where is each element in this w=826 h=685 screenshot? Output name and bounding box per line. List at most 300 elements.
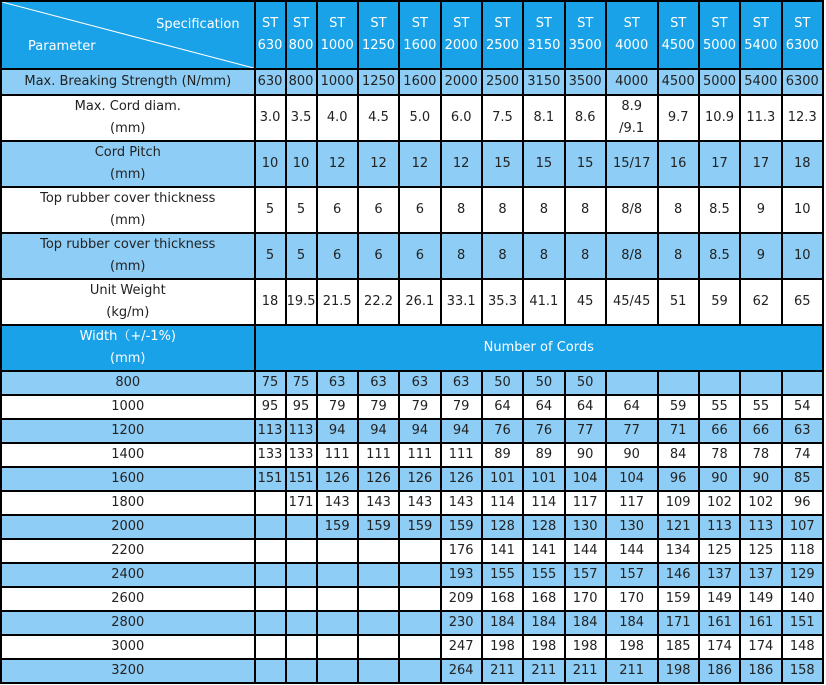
cord-count-cell [607,540,657,562]
param-value-cell-text: 1600 [403,74,437,89]
width-cell [2,564,254,586]
cord-count-cell [400,492,439,514]
cord-count-cell-text: 211 [531,663,557,678]
cord-count-cell [607,492,657,514]
param-value-cell [318,188,357,232]
param-label-cell [2,234,254,278]
cord-count-cell [359,612,398,634]
spec-header-cell [359,2,398,68]
param-value-cell-text: 15 [494,156,511,171]
width-row [2,540,822,562]
spec-header-cell [700,2,739,68]
param-value-cell [741,280,780,324]
cord-count-cell [256,420,285,442]
cord-count-cell-text: 143 [448,495,474,510]
cord-count-cell [318,516,357,538]
spec-header-cell-text: 4000 [615,38,649,53]
spec-header-cell-text: 2500 [485,38,520,53]
cord-count-cell [566,588,605,610]
diagonal-divider [2,2,254,68]
cord-count-cell-text: 101 [531,471,557,486]
number-of-cords-header-text: Number of Cords [483,340,594,355]
cord-count-cell-text: 159 [665,591,691,606]
cord-count-cell-text: 130 [572,519,598,534]
cord-count-cell [700,468,739,490]
param-value-cell [318,70,357,94]
cord-count-cell [607,636,657,658]
cord-count-cell [566,564,605,586]
param-label-cell-text: Max. Breaking Strength (N/mm) [24,74,232,89]
param-value-cell-text: 12 [370,156,387,171]
param-value-cell [659,234,698,278]
param-value-cell [524,96,563,140]
cord-count-cell-text: 126 [366,471,391,486]
cord-count-cell [318,396,357,418]
cord-count-cell-text: 125 [707,543,732,558]
param-value-cell [287,234,316,278]
cord-count-cell [700,564,739,586]
cord-count-cell [700,612,739,634]
width-cell-text: 1600 [111,471,145,486]
cord-count-cell-text: 113 [257,423,283,438]
cord-count-cell [783,540,823,562]
cord-count-cell-text: 76 [535,423,553,438]
cord-count-cell [741,396,780,418]
cord-count-cell [524,660,563,682]
param-row [2,96,822,140]
width-cell-text: 1200 [111,423,145,438]
param-value-cell-text: 51 [669,294,687,309]
cord-count-cell-text: 198 [665,663,691,678]
cord-count-cell-text: 193 [448,567,474,582]
cord-count-cell [400,588,439,610]
param-value-cell-text: 1250 [361,74,396,89]
cord-count-cell [659,396,698,418]
param-value-cell [318,96,357,140]
width-cell-text: 2800 [111,615,145,630]
cord-count-cell [256,588,285,610]
cord-count-cell [607,468,657,490]
param-value-cell-text: 16 [669,156,687,171]
param-value-cell-text: 6 [333,202,342,217]
cord-count-cell-text: 94 [328,423,346,438]
param-value-cell-text: 630 [257,74,283,89]
param-value-cell [318,280,357,324]
param-value-cell-text: 15 [576,156,594,171]
width-row [2,396,822,418]
spec-header-cell [659,2,698,68]
cord-count-cell [524,420,563,442]
cord-count-cell-text: 63 [452,375,470,390]
spec-header-cell [483,2,522,68]
cord-count-cell [359,636,398,658]
cord-count-cell [524,492,563,514]
spec-header-cell-text: ST [494,16,511,31]
cord-count-cell-text: 198 [572,639,598,654]
param-value-cell [400,96,439,140]
param-label-cell [2,70,254,94]
param-value-cell-text: 8/8 [621,248,643,263]
cord-count-cell [566,396,605,418]
spec-header-cell-text: 1000 [320,38,354,53]
param-value-cell [566,142,605,186]
param-value-cell [607,280,657,324]
width-cell-text: 1400 [111,447,145,462]
cord-count-cell [442,420,481,442]
cord-count-cell [287,588,316,610]
cord-count-cell [700,588,739,610]
spec-header-cell-text: ST [453,16,470,31]
param-value-cell-text: 8 [457,202,466,217]
cord-count-cell [741,660,780,682]
param-value-cell [566,234,605,278]
cord-count-cell [741,444,780,466]
param-label-cell-text: (mm) [110,213,146,228]
param-value-cell [256,142,285,186]
cord-count-cell [359,564,398,586]
cord-count-cell [400,660,439,682]
spec-header-cell [442,2,481,68]
cord-count-cell [400,372,439,394]
width-cell [2,468,254,490]
param-value-cell [483,234,522,278]
spec-header-cell [400,2,439,68]
cord-count-cell [700,516,739,538]
cord-count-cell [607,588,657,610]
cord-count-cell [318,564,357,586]
table-body [2,2,822,682]
spec-header-cell-text: ST [577,16,594,31]
cord-count-cell [566,540,605,562]
width-cell-text: 2400 [111,567,145,582]
cord-count-cell [359,516,398,538]
param-value-cell-text: 8 [674,248,683,263]
cord-count-cell [607,372,657,394]
param-value-cell [483,70,522,94]
param-value-cell-text: 12 [452,156,470,171]
width-row [2,660,822,682]
spec-header-cell [566,2,605,68]
cord-count-cell [783,468,823,490]
width-header-cell [2,326,254,370]
param-value-cell [783,188,823,232]
cord-count-cell [566,516,605,538]
cord-count-cell-text: 174 [748,639,774,654]
cord-count-cell [524,516,563,538]
cord-count-cell-text: 161 [707,615,732,630]
cord-count-cell-text: 148 [789,639,815,654]
cord-count-cell-text: 114 [531,495,557,510]
param-value-cell-text: 6 [415,248,424,263]
spec-header-cell-text: ST [370,16,387,31]
cord-count-cell [783,564,823,586]
param-value-cell-text: 8 [581,248,590,263]
cord-count-cell-text: 171 [665,615,691,630]
cord-count-cell-text: 90 [711,471,728,486]
param-value-cell [483,188,522,232]
param-value-cell-text: 11.3 [746,110,776,125]
param-value-cell-text: 8 [498,248,507,263]
cord-count-cell [524,564,563,586]
spec-header-cell-text: 6300 [785,38,819,53]
cord-count-cell [783,660,823,682]
param-value-cell-text: 15/17 [612,156,651,171]
cord-count-cell [483,420,522,442]
cord-count-cell [442,444,481,466]
cord-count-cell [524,588,563,610]
width-cell [2,444,254,466]
cord-count-cell [400,636,439,658]
param-value-cell-text: 21.5 [322,294,352,309]
param-value-cell-text: 65 [793,294,811,309]
cord-count-cell [359,660,398,682]
cord-count-cell-text: 50 [535,375,553,390]
width-row [2,636,822,658]
width-cell-text: 3000 [111,639,145,654]
param-value-cell-text: 10 [292,156,310,171]
cord-count-cell-text: 126 [324,471,350,486]
cord-count-cell-text: 63 [411,375,429,390]
cord-count-cell [607,564,657,586]
param-value-cell [783,280,823,324]
param-value-cell [287,70,316,94]
header-corner-cell [2,2,254,68]
cord-count-cell [442,636,481,658]
param-value-cell-text: /9.1 [619,121,645,136]
cord-count-cell [700,372,739,394]
param-value-cell [607,234,657,278]
cord-count-cell-text: 209 [448,591,474,606]
param-value-cell-text: 6 [374,248,383,263]
cord-count-cell-text: 63 [328,375,346,390]
cord-count-cell-text: 137 [707,567,732,582]
cord-count-cell-text: 50 [494,375,511,390]
cord-count-cell-text: 155 [490,567,515,582]
param-value-cell-text: 2500 [485,74,520,89]
cord-count-cell-text: 77 [623,423,640,438]
number-of-cords-header [256,326,822,370]
width-header-cell-text: Width（+/-1%) [79,329,176,344]
cord-count-cell [607,444,657,466]
cord-count-cell [400,420,439,442]
cord-count-cell-text: 117 [572,495,598,510]
spec-header-cell-text: 3150 [527,38,561,53]
cord-count-cell [783,420,823,442]
cord-count-cell [359,540,398,562]
cord-count-cell-text: 130 [619,519,645,534]
cord-count-cell [442,372,481,394]
param-value-cell [700,142,739,186]
param-value-cell-text: 3.0 [259,110,281,125]
spec-header-cell [318,2,357,68]
cord-count-cell-text: 141 [490,543,515,558]
cord-count-cell-text: 143 [324,495,350,510]
spec-header-cell [783,2,823,68]
cord-count-cell [442,468,481,490]
param-value-cell-text: 8 [539,248,548,263]
width-cell [2,636,254,658]
cord-count-cell [318,468,357,490]
param-value-cell [524,234,563,278]
cord-count-cell-text: 64 [535,399,553,414]
cord-count-cell [659,516,698,538]
cord-count-cell [442,396,481,418]
cord-count-cell [700,492,739,514]
cord-count-cell-text: 184 [531,615,557,630]
cord-count-cell-text: 155 [531,567,557,582]
cord-count-cell-text: 264 [448,663,474,678]
cord-count-cell [741,564,780,586]
param-value-cell-text: 5 [296,202,306,217]
width-cell [2,516,254,538]
spec-header-cell-text: ST [261,16,279,31]
param-value-cell [359,70,398,94]
param-value-cell-text: 35.3 [488,294,517,309]
param-value-cell [483,142,522,186]
cord-count-cell [741,612,780,634]
cord-count-cell [524,540,563,562]
param-value-cell [607,142,657,186]
cord-count-cell-text: 133 [257,447,283,462]
param-value-cell-text: 4500 [661,74,695,89]
param-value-cell [566,188,605,232]
param-value-cell-text: 8 [498,202,507,217]
spec-header-cell-text: 3500 [568,38,602,53]
param-value-cell [524,280,563,324]
cord-count-cell [359,372,398,394]
param-value-cell-text: 9.7 [667,110,689,125]
param-value-cell [400,280,439,324]
param-value-cell [659,96,698,140]
cord-count-cell [659,372,698,394]
cord-count-cell [659,492,698,514]
cord-count-cell [442,660,481,682]
param-value-cell [287,188,316,232]
cord-count-cell-text: 186 [748,663,774,678]
cord-count-cell-text: 101 [490,471,515,486]
param-value-cell-text: 15 [535,156,553,171]
width-row [2,516,822,538]
cord-count-cell-text: 111 [448,447,474,462]
spec-header-cell-text: ST [752,16,769,31]
cord-count-cell [318,444,357,466]
spec-header-cell-text: 4500 [661,38,695,53]
param-value-cell-text: 8 [581,202,590,217]
cord-count-cell-text: 133 [288,447,314,462]
parameter-label: Parameter [28,39,96,54]
param-value-cell-text: 4.0 [326,110,348,125]
param-value-cell [442,280,481,324]
param-value-cell-text: 19.5 [286,294,316,309]
param-value-cell [359,280,398,324]
cord-count-cell [483,444,522,466]
cord-count-cell-text: 96 [793,495,811,510]
cord-count-cell-text: 151 [288,471,314,486]
cord-count-cell [442,516,481,538]
cord-count-cell-text: 90 [576,447,594,462]
cord-count-cell-text: 90 [752,471,770,486]
cord-count-cell [256,516,285,538]
cord-count-cell-text: 128 [490,519,515,534]
cord-count-cell-text: 198 [490,639,515,654]
cord-count-cell [287,396,316,418]
param-value-cell [483,280,522,324]
cord-count-cell-text: 64 [576,399,594,414]
param-value-cell [566,280,605,324]
cord-count-cell-text: 158 [789,663,815,678]
cord-count-cell-text: 59 [669,399,687,414]
cord-count-cell [783,372,823,394]
param-value-cell-text: 8 [457,248,466,263]
cord-count-cell-text: 211 [619,663,645,678]
param-value-cell [783,96,823,140]
param-value-cell [659,142,698,186]
param-value-cell [287,96,316,140]
cord-count-cell [400,564,439,586]
cord-count-cell [700,420,739,442]
param-value-cell-text: 12 [328,156,346,171]
cord-count-cell [659,468,698,490]
param-value-cell-text: 22.2 [364,294,393,309]
spec-header-cell [287,2,316,68]
cord-count-cell [741,516,780,538]
spec-header-row [2,2,822,68]
cord-count-cell-text: 79 [452,399,470,414]
param-row [2,70,822,94]
cord-count-cell-text: 79 [411,399,429,414]
cord-count-cell [287,444,316,466]
param-value-cell [256,188,285,232]
param-value-cell [700,96,739,140]
cord-count-cell [607,660,657,682]
spec-header-cell-text: 2000 [444,38,478,53]
cord-count-cell-text: 84 [669,447,687,462]
width-cell [2,396,254,418]
spec-header-cell-text: ST [329,16,346,31]
cord-count-cell [256,636,285,658]
cord-count-cell [741,372,780,394]
param-value-cell-text: 10 [793,248,811,263]
cord-count-cell-text: 79 [328,399,346,414]
cord-count-cell-text: 159 [366,519,391,534]
param-value-cell-text: 17 [711,156,728,171]
param-value-cell [700,70,739,94]
cord-count-cell-text: 168 [490,591,515,606]
cord-count-cell [287,612,316,634]
param-value-cell [442,188,481,232]
cord-count-cell [524,636,563,658]
cord-count-cell [256,660,285,682]
param-value-cell-text: 10.9 [705,110,734,125]
param-value-cell [741,96,780,140]
cord-count-cell-text: 95 [292,399,310,414]
cord-count-cell-text: 184 [619,615,645,630]
cord-count-cell [566,372,605,394]
width-row [2,612,822,634]
width-cell-text: 1000 [111,399,145,414]
cord-count-cell-text: 75 [292,375,310,390]
param-value-cell [256,280,285,324]
cord-count-cell-text: 64 [623,399,640,414]
cord-count-cell [741,636,780,658]
width-cell-text: 2600 [111,591,145,606]
cord-count-cell [359,396,398,418]
cord-count-cell-text: 184 [490,615,515,630]
spec-header-cell-text: 1250 [361,38,396,53]
cord-count-cell-text: 184 [572,615,598,630]
cord-count-cell-text: 114 [490,495,515,510]
width-cell [2,660,254,682]
